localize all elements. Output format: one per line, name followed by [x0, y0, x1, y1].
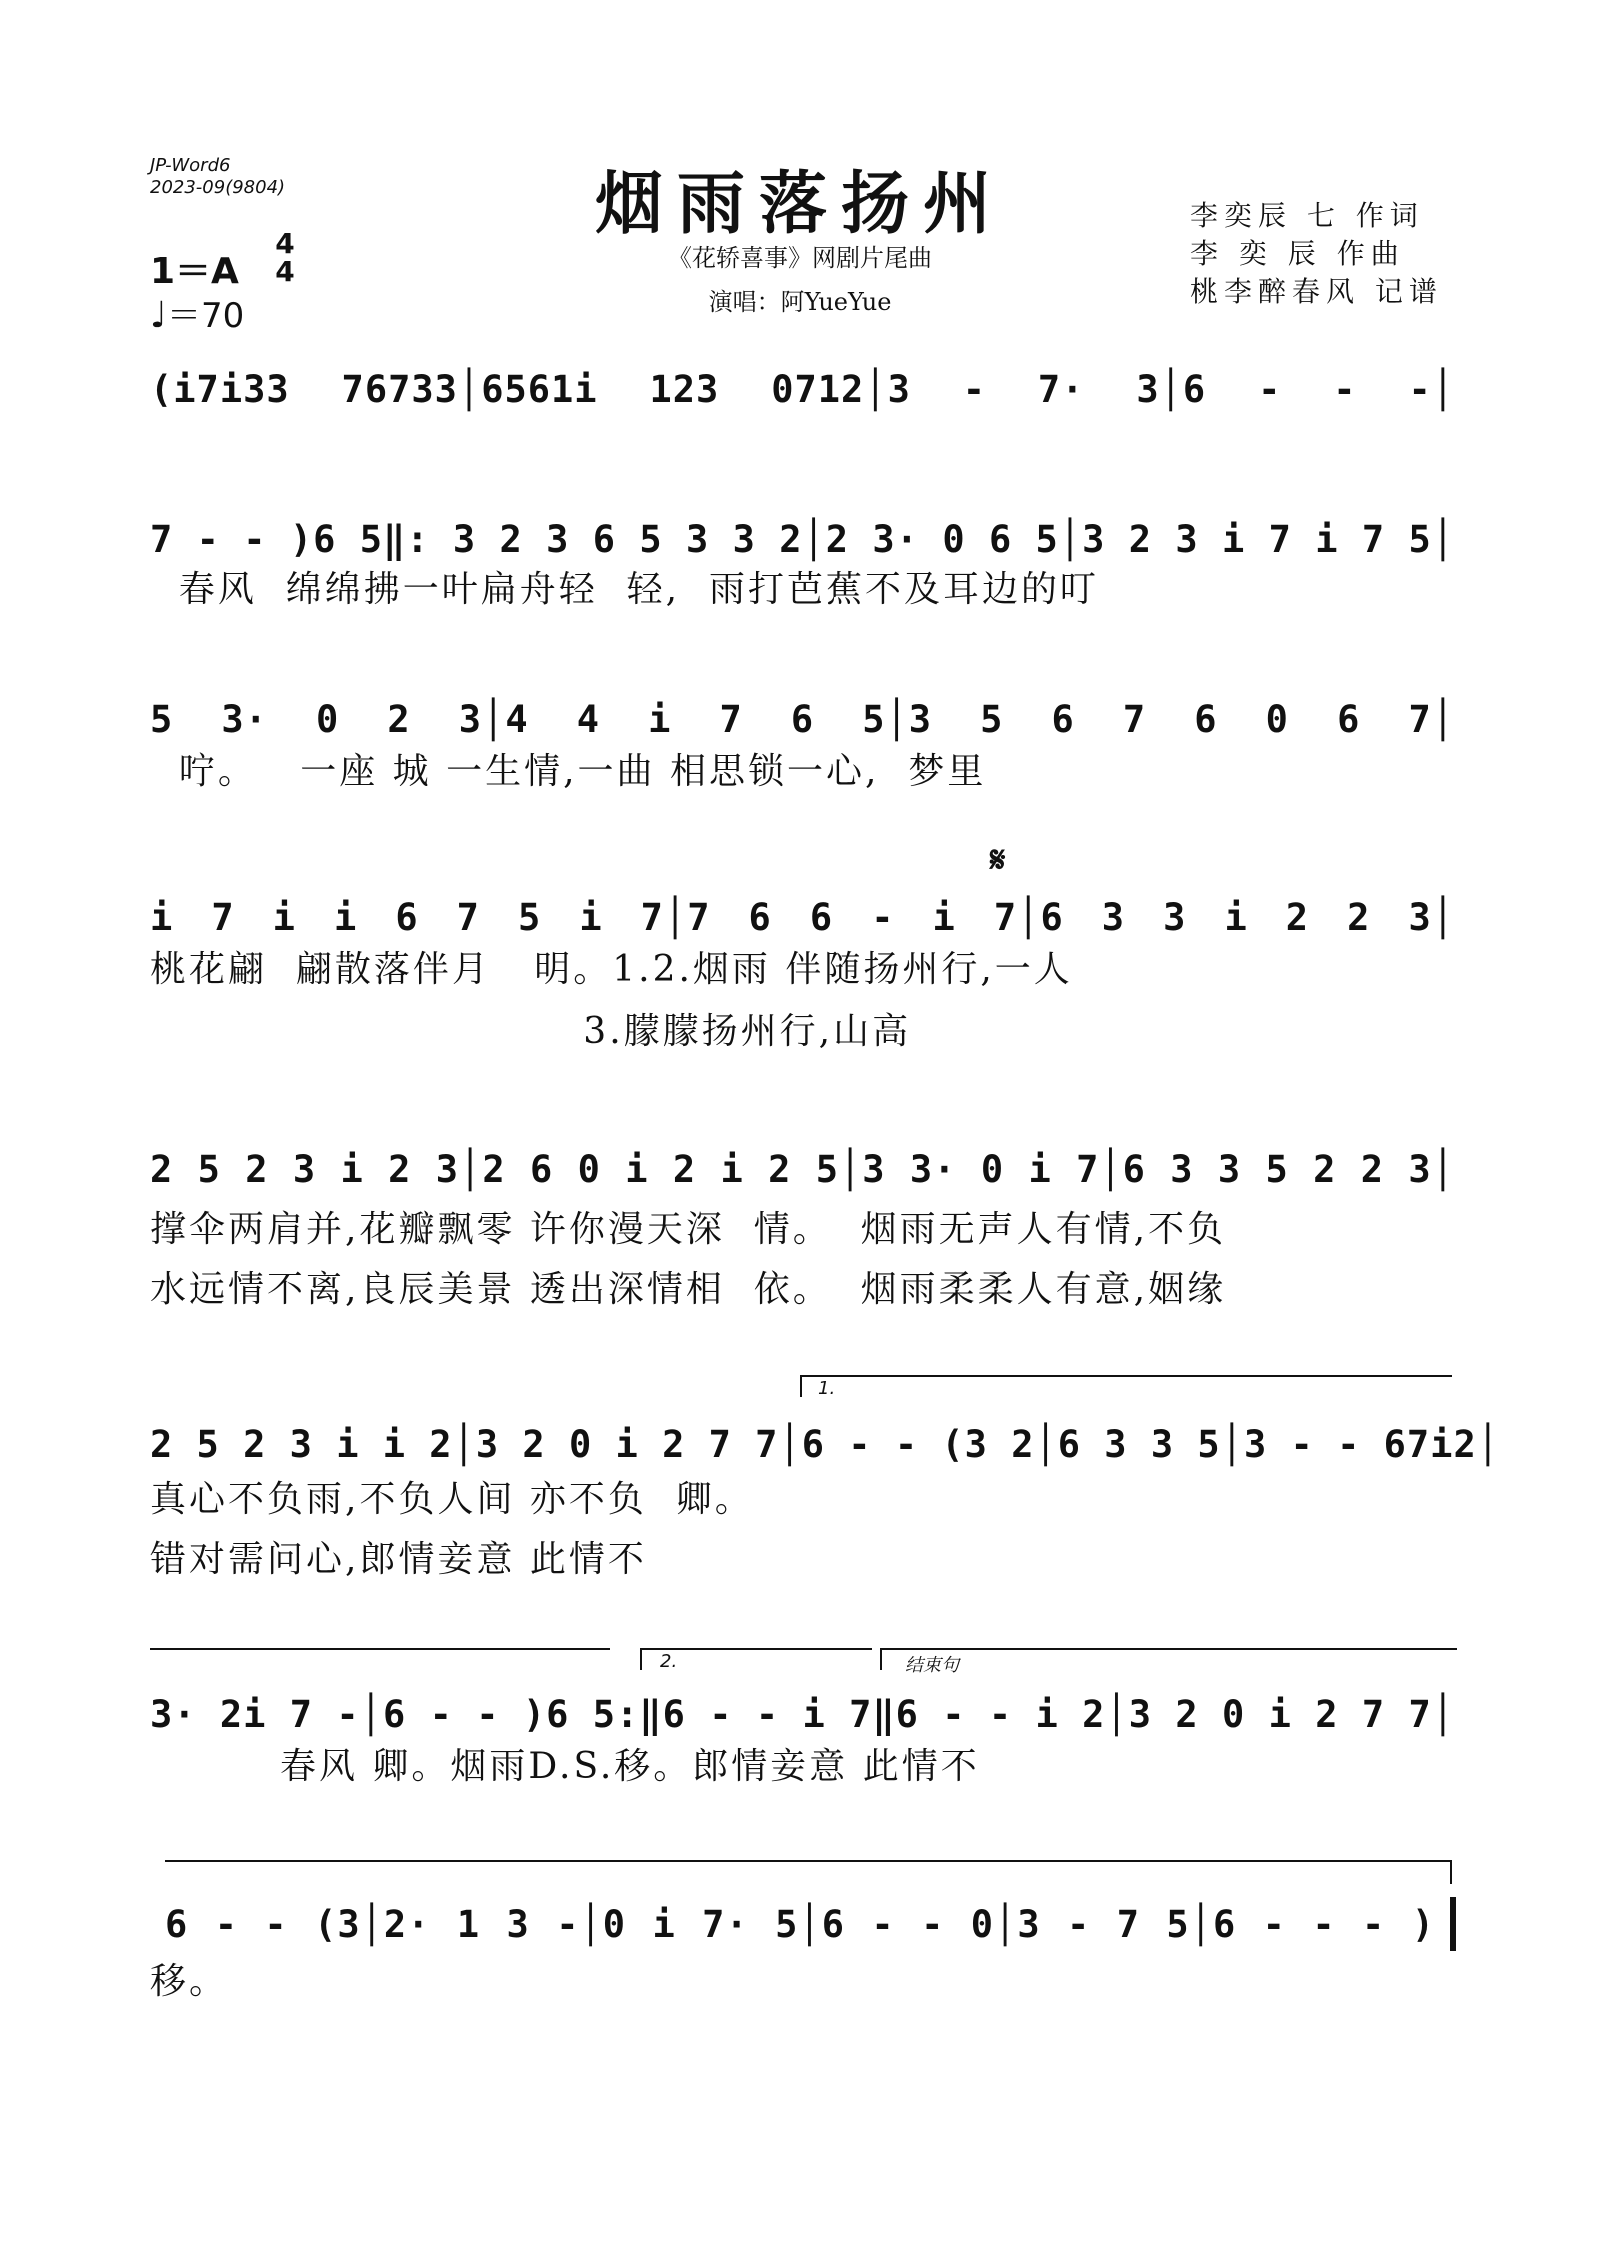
credits — [1190, 197, 1443, 311]
lyric-line: 错对需问心,郎情妾意 此情不 — [150, 1539, 647, 1580]
notes-line: i 7 i i 6 7 5 i 7│7 6 6 - i 7│6 3 3 i 2 2 3│ — [150, 896, 1455, 939]
notes-line: 2 5 2 3 i i 2│3 2 0 i 2 7 7│6 - - (3 2│6 3 3 5│3 - - 67i2│ — [150, 1423, 1501, 1466]
staff-system-5 — [150, 1140, 1455, 1200]
notes-line: 6 - - (3│2· 1 3 -│0 i 7· 5│6 - - 0│3 - 7 5│6 - - - ) — [165, 1903, 1435, 1946]
notes-line: 7 - - )6 5‖: 3 2 3 6 5 3 3 2│2 3· 0 6 5│3 2 3 i 7 i 7 5│ — [150, 518, 1455, 561]
time-top: 4 — [275, 227, 295, 260]
volta-first-continuation — [150, 1648, 610, 1650]
software-name: JP-Word6 — [150, 155, 231, 176]
tempo-value: ＝70 — [166, 296, 245, 336]
volta-first-label: 1. — [818, 1378, 836, 1399]
tempo-marking — [150, 288, 244, 337]
lyric-line: 撑伞两肩并,花瓣飘零 许你漫天深 情。 烟雨无声人有情,不负 — [150, 1209, 1227, 1250]
transcriber: 桃李醉春风 记谱 — [1190, 275, 1443, 308]
coda-bracket — [880, 1648, 1457, 1670]
staff-system-1 — [150, 360, 1455, 420]
volta-second-label: 2. — [660, 1651, 678, 1672]
lyric-line: 真心不负雨,不负人间 亦不负 卿。 — [150, 1479, 754, 1520]
lyric-line: 水远情不离,良辰美景 透出深情相 依。 烟雨柔柔人有意,姻缘 — [150, 1269, 1227, 1310]
staff-system-3 — [150, 690, 1455, 750]
coda-label: 结束句 — [905, 1655, 959, 1676]
volta-first-bracket — [800, 1375, 1452, 1397]
notes-line: 2 5 2 3 i 2 3│2 6 0 i 2 i 2 5│3 3· 0 i 7│6 3 3 5 2 2 3│ — [150, 1148, 1455, 1191]
lyric-line: 咛。 一座 城 一生情,一曲 相思锁一心, 梦里 — [150, 751, 987, 792]
subtitle: 《花轿喜事》网剧片尾曲 — [668, 244, 932, 272]
staff-system-2 — [150, 510, 1455, 570]
time-bottom: 4 — [275, 255, 295, 288]
segno-icon: 𝄋 — [990, 840, 1006, 881]
lyric-line: 春风 绵绵拂一叶扁舟轻 轻, 雨打芭蕉不及耳边的叮 — [150, 569, 1099, 610]
lyricist: 李奕辰 七 作词 — [1190, 199, 1424, 232]
singer: 演唱：阿YueYue — [708, 288, 892, 316]
software-version: 2023-09(9804) — [150, 177, 286, 198]
lyric-line: 桃花翩 翩散落伴月 明。1.2.烟雨 伴随扬州行,一人 — [150, 949, 1073, 990]
lyric-line: 春风 卿。烟雨D.S.移。郎情妾意 此情不 — [150, 1746, 980, 1787]
staff-system-4 — [150, 888, 1455, 948]
page-title: 烟雨落扬州 — [594, 164, 1005, 244]
quarter-note-icon: ♩ — [150, 295, 167, 336]
coda-continuation — [165, 1860, 1452, 1884]
composer: 李 奕 辰 作曲 — [1190, 237, 1405, 270]
notes-line: (i7i33 76733│6561i 123 0712│3 - 7· 3│6 - - -│ — [150, 368, 1455, 411]
staff-system-8 — [165, 1895, 1435, 1955]
lyric-line: 3.朦朦扬州行,山高 — [150, 1011, 912, 1052]
notes-line: 5 3· 0 2 3│4 4 i 7 6 5│3 5 6 7 6 0 6 7│ — [150, 698, 1455, 741]
staff-system-7 — [150, 1685, 1455, 1745]
key-signature: 1＝A — [150, 251, 239, 292]
final-barline — [1450, 1897, 1456, 1951]
notes-line: 3· 2i 7 -│6 - - )6 5:‖6 - - i 7‖6 - - i 2│3 2 0 i 2 7 7│ — [150, 1693, 1455, 1736]
time-signature — [270, 227, 300, 288]
staff-system-6 — [150, 1415, 1501, 1475]
lyric-line: 移。 — [150, 1961, 229, 2002]
